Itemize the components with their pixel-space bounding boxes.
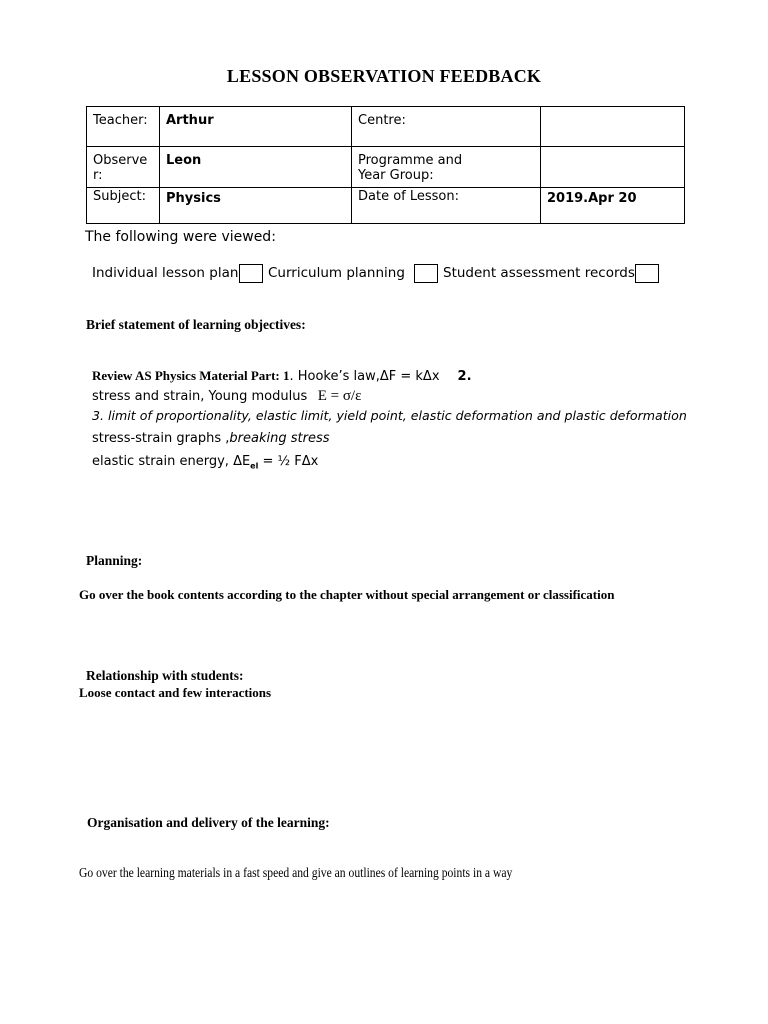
organisation-heading: Organisation and delivery of the learning:	[87, 815, 330, 830]
viewed-item-label: Curriculum planning	[268, 265, 405, 281]
objectives-item-number: 2.	[457, 369, 472, 384]
student-assessment-records-checkbox[interactable]	[635, 264, 659, 283]
date-label: Date of Lesson:	[352, 188, 541, 224]
observer-label-line2: r:	[93, 168, 103, 183]
objectives-line-1	[92, 368, 472, 384]
objectives-line-2	[92, 387, 361, 405]
objectives-breaking-stress: breaking stress	[229, 431, 330, 446]
planning-text: Go over the book contents according to the chapter without special arrangement or classification	[79, 587, 615, 602]
objectives-stress-strain: stress and strain, Young modulus	[92, 389, 308, 404]
teacher-label: Teacher:	[87, 107, 160, 147]
subject-value: Physics	[160, 188, 352, 224]
table-row	[87, 107, 685, 147]
programme-label-line2: Year Group:	[358, 168, 434, 183]
observer-label-line1: Observe	[93, 153, 148, 168]
relationship-heading: Relationship with students:	[86, 668, 244, 683]
table-row	[87, 147, 685, 188]
individual-lesson-plan-checkbox[interactable]	[239, 264, 263, 283]
subject-label: Subject:	[87, 188, 160, 224]
objectives-strain-energy: elastic strain energy, ΔE	[92, 454, 251, 469]
planning-heading: Planning:	[86, 553, 143, 568]
info-table	[86, 106, 685, 224]
objectives-heading: Brief statement of learning objectives:	[86, 317, 306, 332]
observer-label	[87, 147, 160, 188]
table-row	[87, 188, 685, 224]
curriculum-planning-checkbox[interactable]	[414, 264, 438, 283]
objectives-line-5	[92, 454, 318, 471]
date-value: 2019.Apr 20	[541, 188, 685, 224]
organisation-text: Go over the learning materials in a fast speed and give an outlines of learning points in a way	[79, 865, 513, 880]
objectives-line-4	[92, 429, 330, 447]
viewed-heading: The following were viewed:	[85, 229, 276, 245]
objectives-strain-energy-subscript: el	[250, 461, 259, 471]
programme-value	[541, 147, 685, 188]
objectives-stress-strain-graphs: stress-strain graphs ,	[92, 431, 230, 446]
viewed-item-label: Student assessment records	[443, 265, 635, 281]
young-modulus-formula: E = σ/ε	[317, 388, 362, 404]
teacher-value: Arthur	[160, 107, 352, 147]
viewed-item-label: Individual lesson plan	[92, 265, 239, 281]
objectives-review-label: Review AS Physics Material Part: 1	[92, 368, 290, 383]
relationship-text: Loose contact and few interactions	[79, 685, 272, 700]
page-title: LESSON OBSERVATION FEEDBACK	[226, 66, 542, 86]
objectives-strain-energy-formula: = ½ FΔx	[258, 454, 319, 469]
observer-value: Leon	[160, 147, 352, 188]
objectives-hookes-law: . Hooke’s law,ΔF = kΔx	[289, 369, 440, 384]
centre-value	[541, 107, 685, 147]
programme-label-line1: Programme and	[358, 153, 463, 168]
objectives-line-3: 3. limit of proportionality, elastic limit, yield point, elastic deformation and plastic deformation	[92, 408, 687, 423]
programme-label	[352, 147, 541, 188]
centre-label: Centre:	[352, 107, 541, 147]
